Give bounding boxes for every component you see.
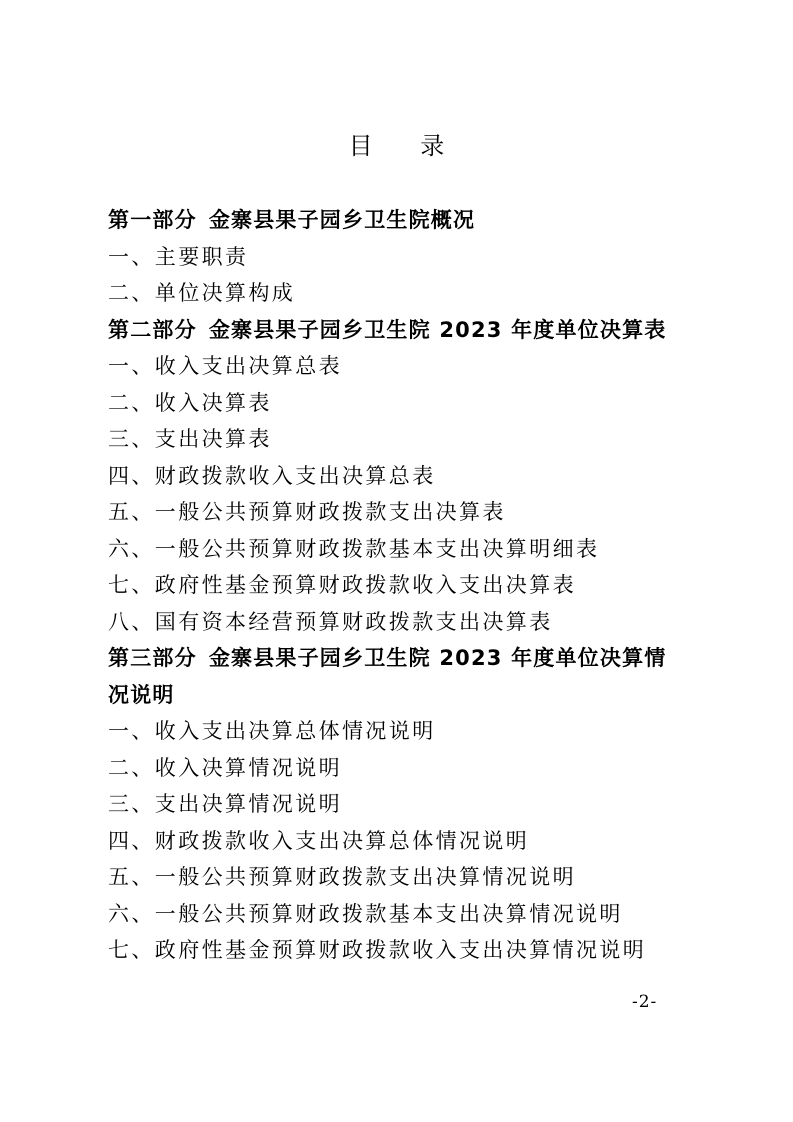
toc-item[interactable]: 五、一般公共预算财政拨款支出决算表 [108,500,506,524]
toc-item[interactable]: 一、收入支出决算总体情况说明 [108,719,436,743]
toc-part-title: 金寨县果子园乡卫生院 2023 年度单位决算表 [208,317,667,342]
toc-part-title: 金寨县果子园乡卫生院 2023 年度单位决算情 [208,646,667,670]
toc-item[interactable]: 七、政府性基金预算财政拨款收入支出决算情况说明 [108,938,647,962]
toc-item[interactable]: 五、一般公共预算财政拨款支出决算情况说明 [108,865,576,889]
toc-item[interactable]: 二、单位决算构成 [108,281,296,305]
toc-item[interactable]: 一、收入支出决算总表 [108,354,342,378]
toc-part-title: 金寨县果子园乡卫生院概况 [208,208,476,232]
toc-item[interactable]: 六、一般公共预算财政拨款基本支出决算情况说明 [108,901,623,926]
toc-part-2-heading[interactable] [108,312,708,349]
toc-item[interactable]: 二、收入决算表 [108,390,272,415]
table-of-contents [108,202,708,969]
toc-item[interactable]: 三、支出决算情况说明 [108,792,342,816]
toc-item[interactable]: 八、国有资本经营预算财政拨款支出决算表 [108,609,553,634]
toc-part-label: 第二部分 [108,317,197,342]
toc-part-label: 第一部分 [108,208,197,232]
toc-item[interactable]: 三、支出决算表 [108,427,272,451]
toc-item[interactable]: 二、收入决算情况说明 [108,755,342,780]
toc-part-label: 第三部分 [108,646,197,670]
page-number: -2- [632,992,658,1012]
toc-item[interactable]: 七、政府性基金预算财政拨款收入支出决算表 [108,573,576,597]
toc-item[interactable]: 一、主要职责 [108,244,249,269]
toc-item[interactable]: 四、财政拨款收入支出决算总体情况说明 [108,828,530,853]
toc-part-3-heading-continued[interactable]: 况说明 [108,682,175,707]
toc-item[interactable]: 六、一般公共预算财政拨款基本支出决算明细表 [108,536,600,561]
page-title: 目 录 [348,132,465,160]
toc-item[interactable]: 四、财政拨款收入支出决算总表 [108,463,436,488]
toc-part-1-heading[interactable] [108,202,708,239]
toc-part-3-heading[interactable] [108,640,708,677]
